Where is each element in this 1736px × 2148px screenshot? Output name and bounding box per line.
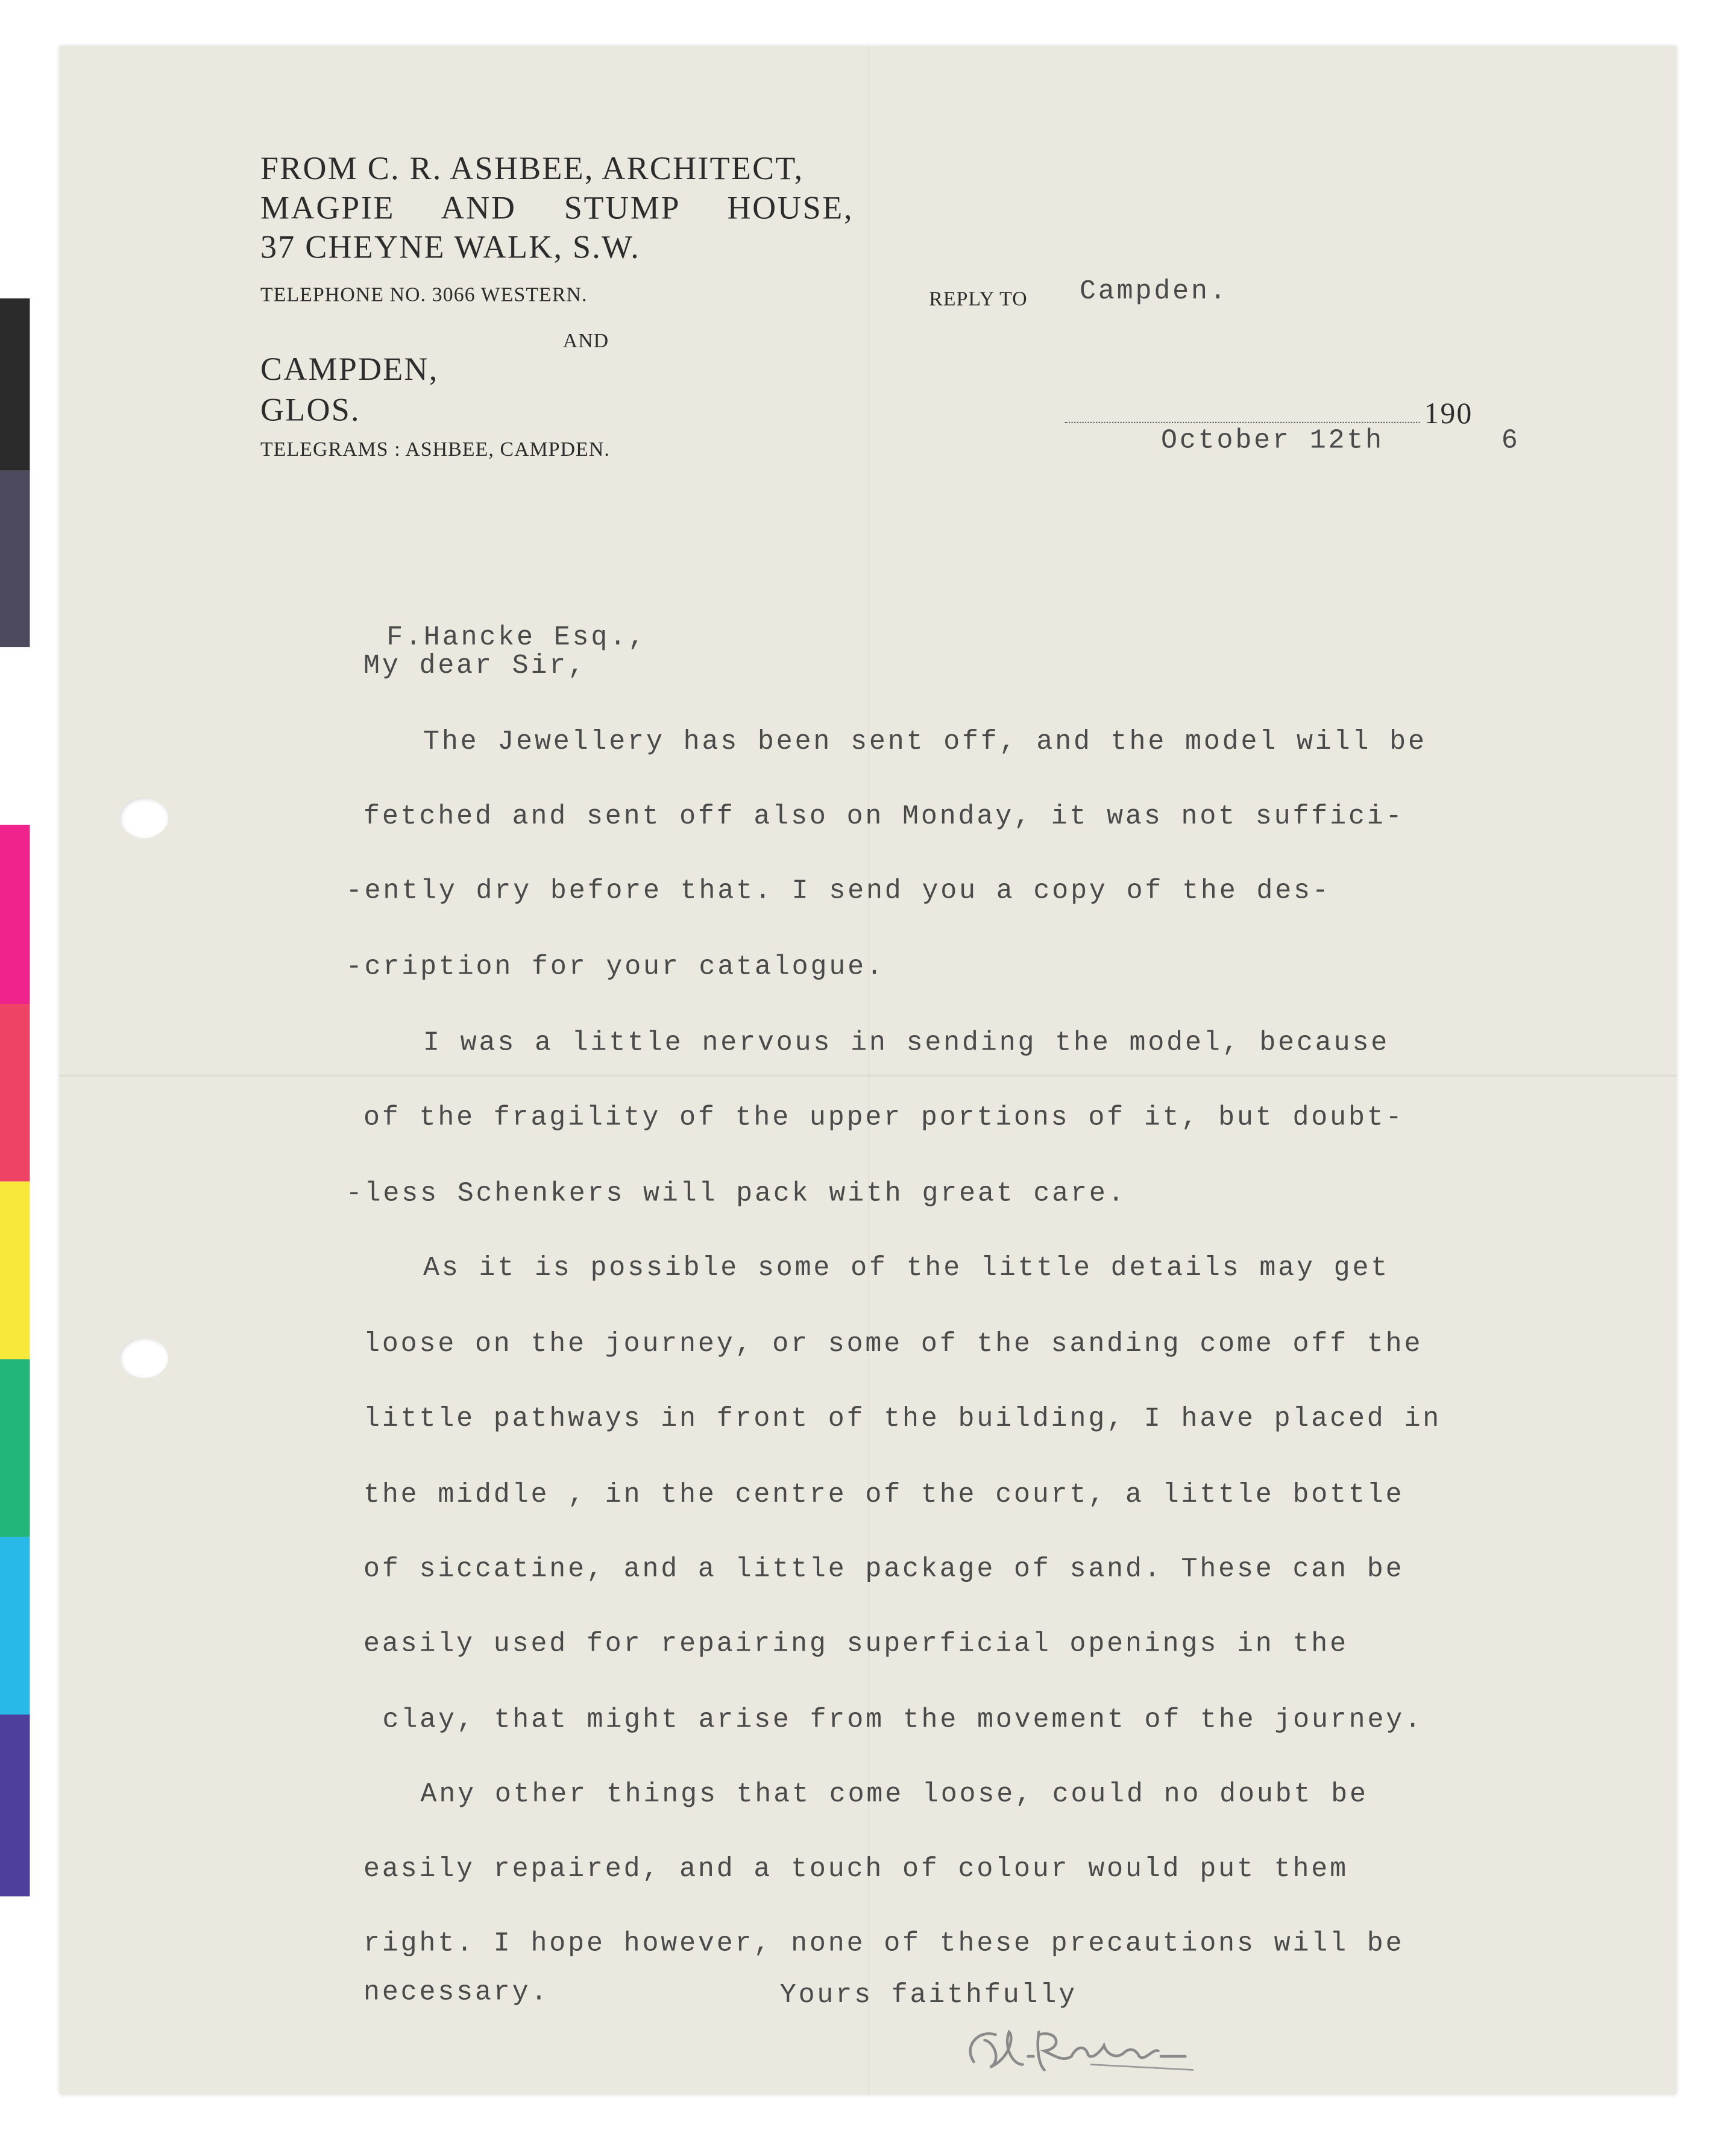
body-line: -cription for your catalogue. — [345, 952, 885, 984]
reply-to-label: REPLY TO — [929, 289, 1028, 311]
body-line: loose on the journey, or some of the sanding come off the — [363, 1329, 1423, 1361]
body-line: of siccatine, and a little package of sand. These can be — [363, 1554, 1404, 1586]
body-line: the middle , in the centre of the court, a little bottle — [363, 1479, 1404, 1511]
letterhead-campden: CAMPDEN, — [260, 353, 439, 388]
letter-date: October 12th — [1161, 426, 1384, 458]
reply-to-value: Campden. — [1080, 277, 1228, 308]
body-line: As it is possible some of the little details may get — [423, 1253, 1390, 1285]
body-line: fetched and sent off also on Monday, it was not suffici- — [363, 801, 1404, 833]
salutation: My dear Sir, — [363, 651, 587, 682]
letterhead-line-1: FROM C. R. ASHBEE, ARCHITECT, — [260, 152, 804, 187]
body-line: -ently dry before that. I send you a copy of the des- — [345, 876, 1331, 908]
body-line: I was a little nervous in sending the model, because — [423, 1028, 1390, 1060]
body-line: clay, that might arise from the movement of the journey. — [382, 1705, 1423, 1736]
body-line: little pathways in front of the building, I have placed in — [363, 1403, 1442, 1435]
swatch-cyan — [0, 1537, 30, 1715]
punch-hole-top — [119, 798, 168, 839]
body-line: easily repaired, and a touch of colour would put them — [363, 1854, 1348, 1886]
year-prefix: 190 — [1424, 396, 1473, 430]
letterhead-line-3: 37 CHEYNE WALK, S.W. — [260, 230, 641, 266]
body-line: -less Schenkers will pack with great care. — [345, 1179, 1127, 1210]
letterhead-and: AND — [562, 331, 609, 353]
letterhead-telegrams: TELEGRAMS : ASHBEE, CAMPDEN. — [260, 439, 611, 461]
swatch-green — [0, 1359, 30, 1537]
body-line: right. I hope however, none of these precautions will be — [363, 1929, 1404, 1961]
swatch-magenta — [0, 825, 30, 1004]
handwritten-signature — [955, 2016, 1213, 2084]
swatch-violet — [0, 1715, 30, 1897]
swatch-dark-grey — [0, 471, 30, 647]
letterhead-line-2: MAGPIE AND STUMP HOUSE, — [260, 191, 854, 227]
closing: Yours faithfully — [779, 1980, 1078, 2012]
addressee: F.Hancke Esq., — [386, 622, 647, 654]
body-line: easily used for repairing superficial openings in the — [363, 1629, 1348, 1660]
body-line: necessary. — [363, 1977, 550, 2009]
swatch-red — [0, 1004, 30, 1182]
body-line: of the fragility of the upper portions of it, but doubt- — [363, 1103, 1404, 1134]
swatch-black — [0, 298, 30, 471]
year-digit: 6 — [1501, 426, 1520, 458]
swatch-white — [0, 647, 30, 825]
punch-hole-bottom — [119, 1338, 168, 1379]
letterhead-telephone: TELEPHONE NO. 3066 WESTERN. — [260, 285, 588, 307]
date-dotted-line — [1065, 422, 1420, 423]
swatch-yellow — [0, 1182, 30, 1359]
body-line: Any other things that come loose, could no doubt be — [420, 1780, 1368, 1811]
color-calibration-strip — [0, 298, 30, 1897]
body-line: The Jewellery has been sent off, and the model will be — [423, 727, 1427, 758]
letterhead-glos: GLOS. — [260, 393, 360, 429]
